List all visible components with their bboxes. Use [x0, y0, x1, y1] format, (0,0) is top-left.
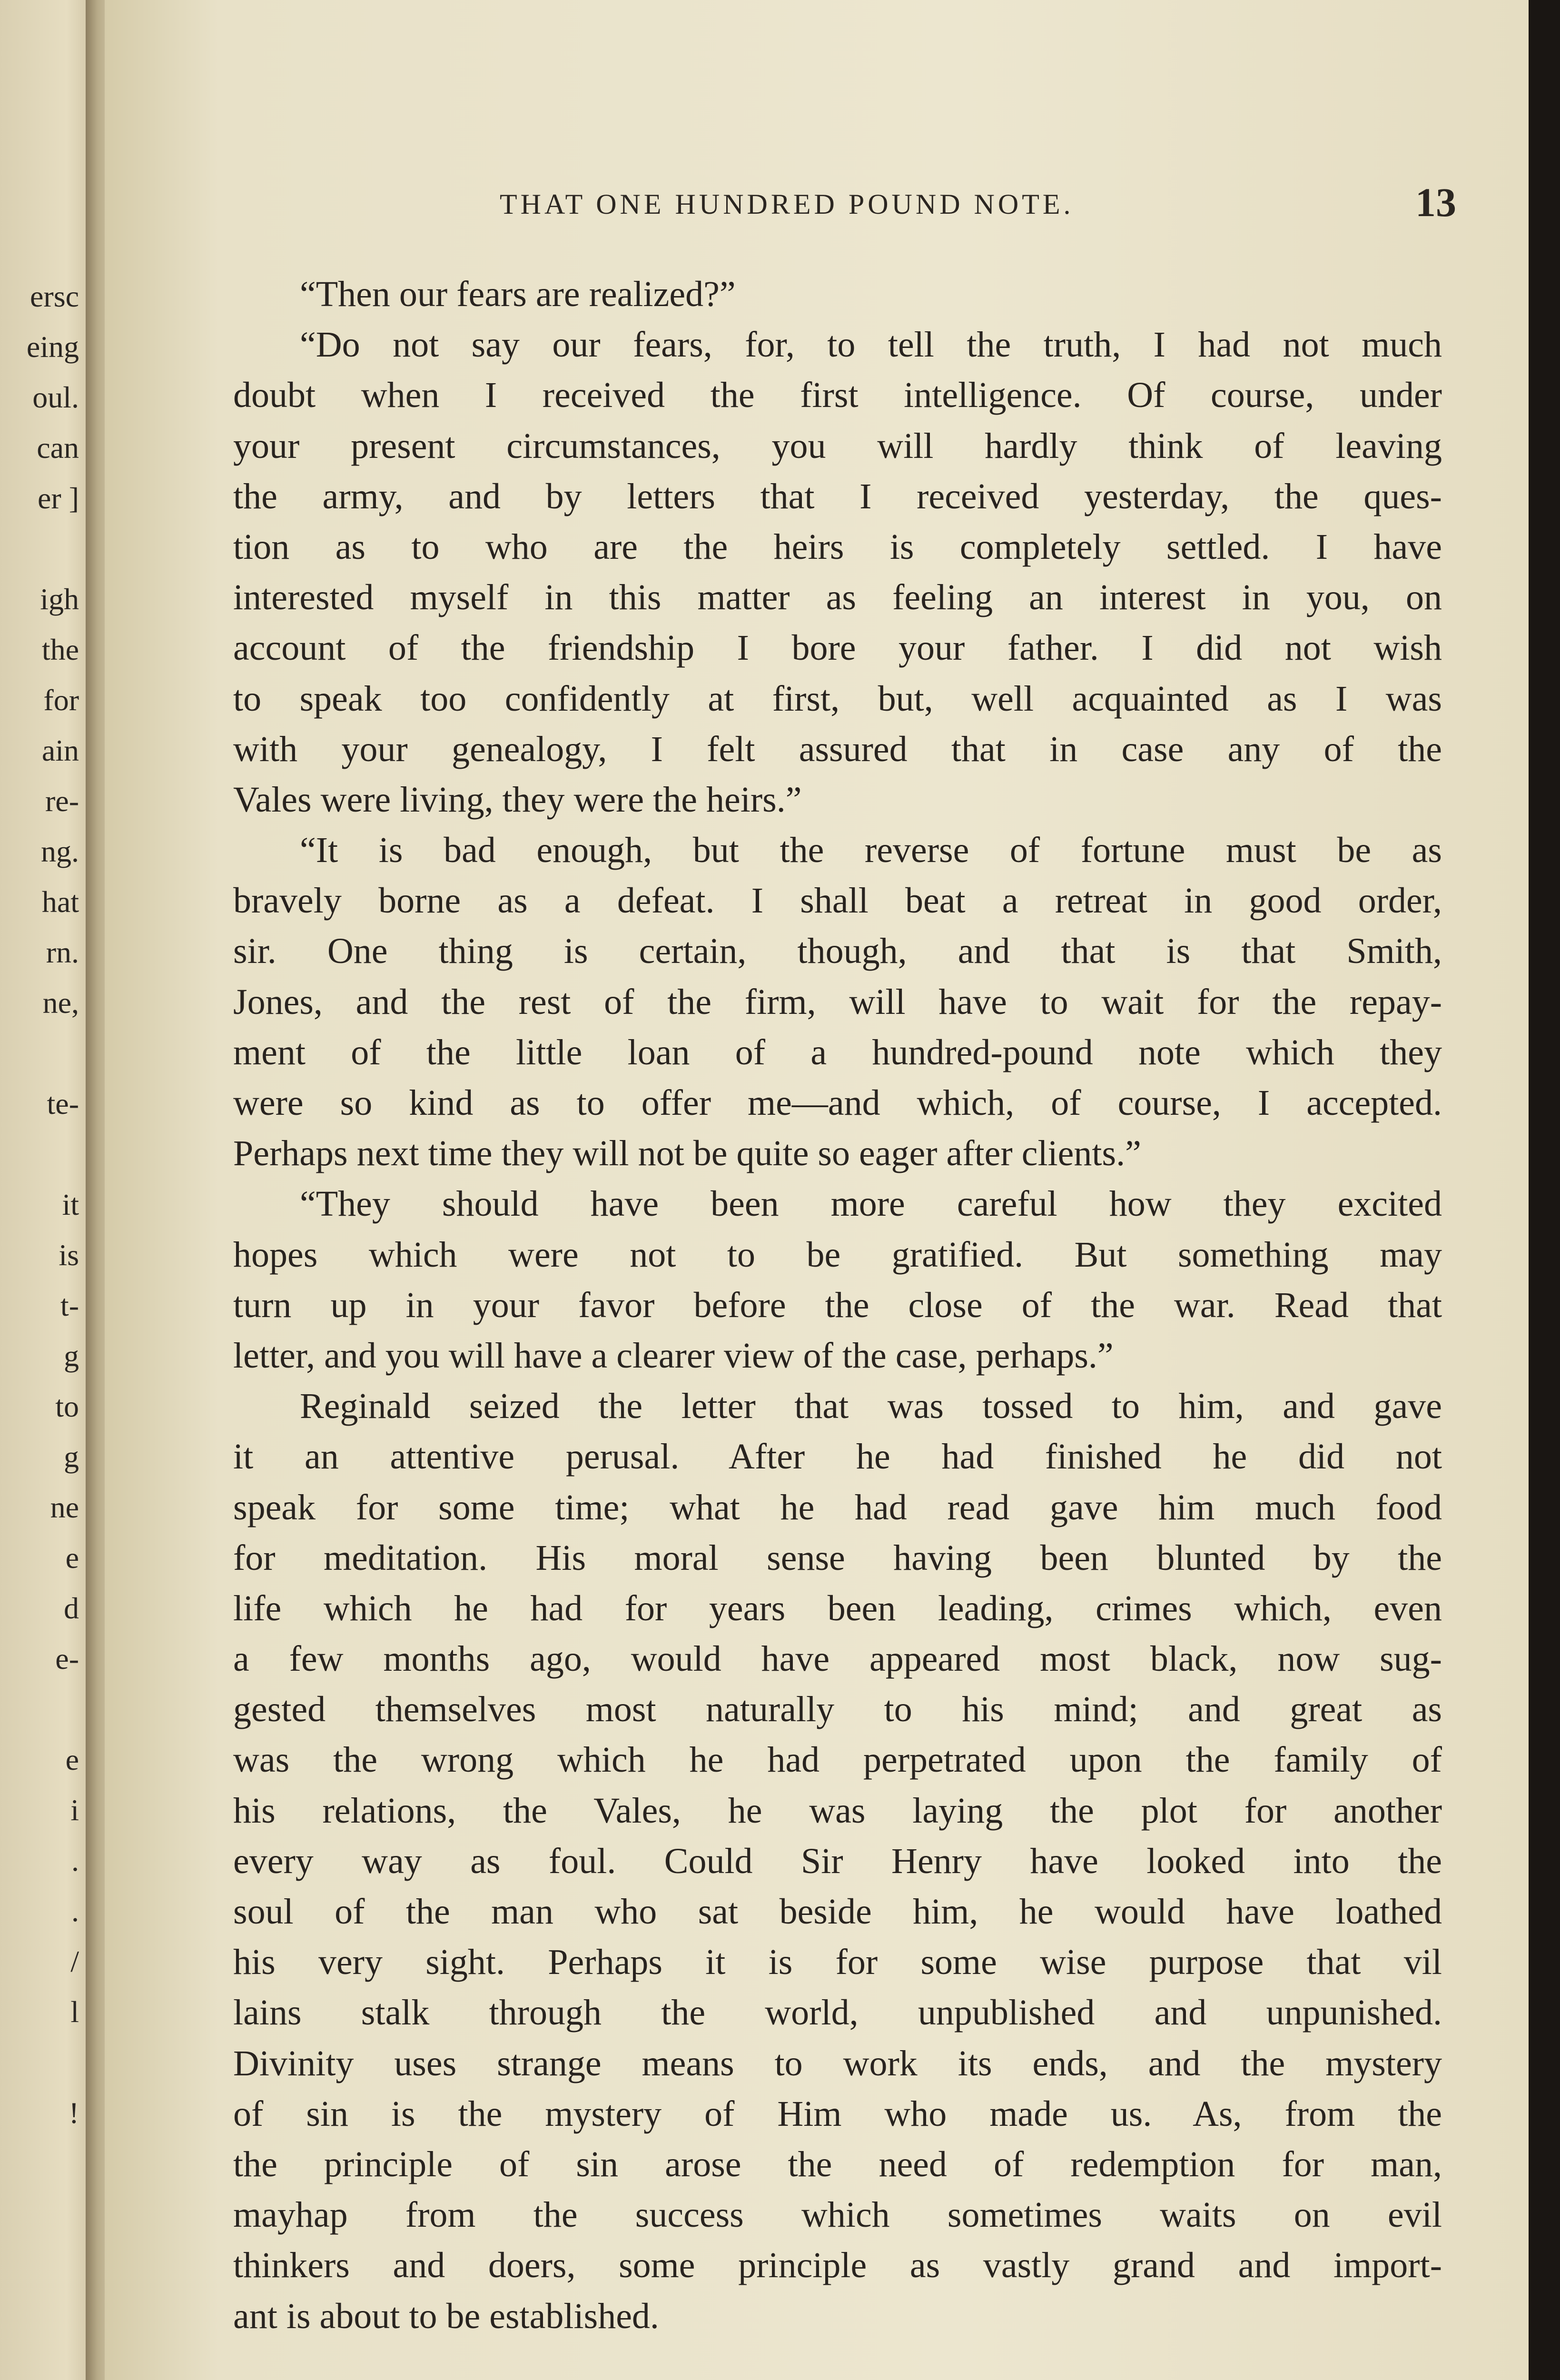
text-line: “Then our fears are realized?” — [300, 274, 736, 314]
facing-page-fragment: to — [55, 1389, 79, 1423]
text-line: ant is about to be established. — [233, 2296, 659, 2336]
text-line: speak for some time; what he had read gave him much food — [233, 1487, 1442, 1527]
text-line: your present circumstances, you will hardly think of leaving — [233, 426, 1442, 466]
text-line: “It is bad enough, but the reverse of fortune must be as — [300, 830, 1442, 871]
facing-page-fragment: i — [70, 1793, 79, 1827]
facing-page-fragment: er ] — [37, 481, 79, 515]
facing-page-fragment — [3, 524, 79, 574]
text-line: his relations, the Vales, he was laying the plot for another — [233, 1790, 1442, 1831]
facing-page-fragment: te- — [47, 1087, 79, 1121]
facing-page-fragment: . — [71, 1894, 79, 1928]
facing-page-fragment: ne — [50, 1490, 79, 1524]
facing-page-fragment: re- — [45, 784, 79, 818]
text-line: turn up in your favor before the close of the war. Read that — [233, 1285, 1442, 1325]
text-line: account of the friendship I bore your father. I did not wish — [233, 628, 1442, 668]
text-line: “They should have been more careful how they excited — [300, 1184, 1442, 1224]
text-line: “Do not say our fears, for, to tell the truth, I had not much — [300, 325, 1442, 365]
text-line: life which he had for years been leading, crimes which, even — [233, 1588, 1442, 1628]
text-line: of sin is the mystery of Him who made us. As, from the — [233, 2093, 1442, 2134]
text-line: was the wrong which he had perpetrated upon the family of — [233, 1740, 1442, 1780]
text-line: bravely borne as a defeat. I shall beat a retreat in good order, — [233, 881, 1442, 921]
text-line: hopes which were not to be gratified. But something may — [233, 1234, 1442, 1275]
text-line: Reginald seized the letter that was tossed to him, and gave — [300, 1386, 1442, 1427]
facing-page-fragment: eing — [26, 330, 79, 364]
text-line: doubt when I received the first intelligence. Of course, under — [233, 375, 1442, 416]
facing-page-fragment: for — [43, 683, 79, 717]
text-line: for meditation. His moral sense having been blunted by the — [233, 1537, 1442, 1578]
text-line: Divinity uses strange means to work its ends, and the mystery — [233, 2043, 1442, 2083]
facing-page-fragment: g — [64, 1440, 79, 1474]
text-line: were so kind as to offer me—and which, of course, I accepted. — [233, 1083, 1442, 1123]
facing-page-fragment: it — [62, 1188, 79, 1221]
text-line: to speak too confidently at first, but, well acquainted as I was — [233, 678, 1442, 719]
facing-page-fragment: . — [71, 1844, 79, 1877]
facing-page-fragment: ne, — [42, 986, 79, 1020]
page-number: 13 — [1415, 179, 1456, 225]
facing-page-fragment: d — [64, 1591, 79, 1625]
book-page — [105, 0, 1532, 2380]
text-line: a few months ago, would have appeared most black, now sug- — [233, 1639, 1442, 1679]
text-line: lains stalk through the world, unpublished and unpunished. — [233, 1993, 1442, 2033]
facing-page-fragment: l — [70, 1995, 79, 2029]
facing-page-fragment: e — [65, 1541, 79, 1575]
facing-page-fragment: ng. — [41, 834, 79, 868]
facing-page-fragment: e- — [55, 1642, 79, 1676]
facing-page-fragment: g — [64, 1339, 79, 1373]
facing-page-fragment — [3, 1028, 79, 1079]
text-line: letter, and you will have a clearer view of the case, perhaps.” — [233, 1335, 1114, 1376]
facing-page-fragment: hat — [41, 885, 79, 919]
running-head-title: THAT ONE HUNDRED POUND NOTE. — [500, 188, 1074, 220]
facing-page-fragment: e — [65, 1743, 79, 1776]
body-text — [233, 269, 1442, 2341]
text-line: ment of the little loan of a hundred-pound note which they — [233, 1032, 1442, 1072]
facing-page-text-fragments — [3, 271, 93, 2138]
text-line: gested themselves most naturally to his mind; and great as — [233, 1689, 1442, 1730]
text-line: sir. One thing is certain, though, and that is that Smith, — [233, 931, 1442, 972]
facing-page-fragment: can — [37, 431, 79, 465]
text-line: with your genealogy, I felt assured that in case any of the — [233, 729, 1442, 769]
facing-page-fragment: ! — [69, 2096, 79, 2130]
text-line: soul of the man who sat beside him, he would have loathed — [233, 1892, 1442, 1932]
facing-page-fragment: ain — [41, 734, 79, 767]
facing-page-fragment: t- — [60, 1289, 79, 1322]
facing-page-fragment — [3, 1684, 79, 1735]
text-line: Jones, and the rest of the firm, will have to wait for the repay- — [233, 982, 1442, 1022]
facing-page-fragment — [3, 1129, 79, 1180]
text-line: every way as foul. Could Sir Henry have looked into the — [233, 1841, 1442, 1881]
facing-page-fragment: rn. — [46, 935, 79, 969]
text-line: the principle of sin arose the need of redemption for man, — [233, 2144, 1442, 2184]
text-line: mayhap from the success which sometimes waits on evil — [233, 2195, 1442, 2235]
running-head — [400, 178, 1456, 226]
text-line: thinkers and doers, some principle as vastly grand and import- — [233, 2245, 1442, 2286]
facing-page-fragment: oul. — [32, 380, 79, 414]
facing-page-fragment: is — [59, 1238, 79, 1272]
text-line: it an attentive perusal. After he had finished he did not — [233, 1437, 1442, 1477]
facing-page-fragment: igh — [40, 582, 79, 616]
text-line: tion as to who are the heirs is completely settled. I have — [233, 526, 1442, 567]
facing-page-fragment — [3, 2037, 79, 2088]
text-line: Vales were living, they were the heirs.” — [233, 779, 802, 820]
facing-page-fragment: / — [70, 1944, 79, 1978]
facing-page-fragment: the — [41, 633, 79, 666]
text-line: Perhaps next time they will not be quite so eager after clients.” — [233, 1133, 1141, 1174]
text-line: interested myself in this matter as feeling an interest in you, on — [233, 577, 1442, 618]
facing-page-edge — [0, 0, 95, 2380]
text-line: his very sight. Perhaps it is for some wise purpose that vil — [233, 1942, 1442, 1983]
facing-page-fragment: ersc — [30, 279, 79, 313]
text-line: the army, and by letters that I received yesterday, the ques- — [233, 476, 1442, 516]
